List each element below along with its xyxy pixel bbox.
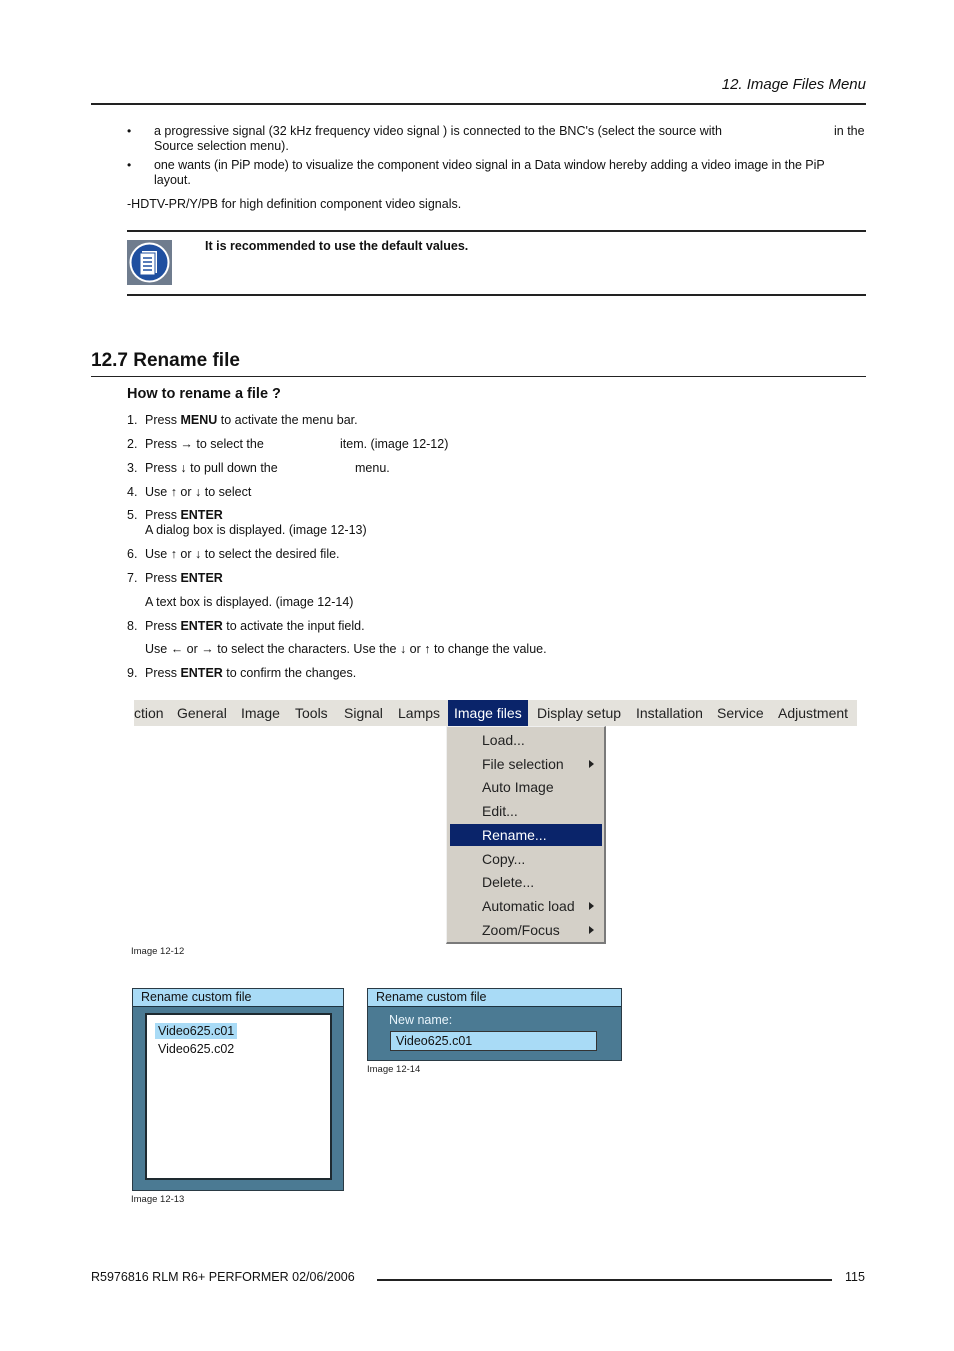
bullet-marker: • (127, 158, 132, 172)
dropdown-item-auto-image[interactable]: Auto Image (482, 779, 554, 795)
bullet-1-line-2: Source selection menu). (154, 139, 289, 153)
file-listbox[interactable] (145, 1013, 332, 1180)
dialog-title: Rename custom file (133, 989, 343, 1007)
note-top-rule (127, 230, 866, 232)
note-text: It is recommended to use the default values. (205, 239, 469, 253)
bullet-2-line-1: one wants (in PiP mode) to visualize the component video signal in a Data window hereby adding a video image in the PiP (154, 158, 825, 172)
submenu-arrow-icon (589, 760, 594, 768)
caption-image-12-14: Image 12-14 (367, 1064, 421, 1075)
step-number: 3. (127, 461, 138, 475)
menu-item-tools[interactable]: Tools (295, 705, 328, 721)
footer-doc-info: R5976816 RLM R6+ PERFORMER 02/06/2006 (91, 1270, 355, 1284)
chapter-title: 12. Image Files Menu (721, 76, 866, 93)
submenu-arrow-icon (589, 902, 594, 910)
step-9: Press ENTER to confirm the changes. (145, 666, 357, 680)
menu-item-action[interactable]: ction (134, 705, 164, 721)
rename-file-dialog (132, 988, 344, 1191)
new-name-label: New name: (389, 1013, 453, 1027)
header-rule (91, 103, 866, 105)
hdtv-line: -HDTV-PR/Y/PB for high definition component video signals. (127, 197, 462, 211)
bullet-1-line-1-end: in the (834, 124, 865, 138)
dropdown-item-edit[interactable]: Edit... (482, 803, 518, 819)
step-number: 7. (127, 571, 138, 585)
menu-item-adjustment[interactable]: Adjustment (778, 705, 849, 721)
footer-rule (377, 1279, 832, 1281)
step-4: Use ↑ or ↓ to select (145, 485, 252, 499)
menu-item-installation[interactable]: Installation (636, 705, 703, 721)
bullet-marker: • (127, 124, 132, 138)
submenu-arrow-icon (589, 926, 594, 934)
dropdown-item-load[interactable]: Load... (482, 732, 525, 748)
section-subtitle: How to rename a file ? (127, 386, 281, 402)
dropdown-item-zoom-focus[interactable]: Zoom/Focus (450, 919, 602, 941)
step-8: Press ENTER to activate the input field. (145, 619, 365, 633)
step-3-b: menu. (355, 461, 390, 475)
step-number: 1. (127, 413, 138, 427)
dropdown-item-copy[interactable]: Copy... (482, 851, 526, 867)
menu-item-service[interactable]: Service (717, 705, 764, 721)
dropdown-item-automatic-load[interactable]: Automatic load (450, 895, 602, 917)
step-number: 5. (127, 508, 138, 522)
caption-image-12-12: Image 12-12 (131, 946, 185, 957)
menu-item-image-files[interactable]: Image files (448, 700, 528, 726)
dialog-title: Rename custom file (368, 989, 621, 1007)
step-5-sub: A dialog box is displayed. (image 12-13) (145, 523, 367, 537)
caption-image-12-13: Image 12-13 (131, 1194, 185, 1205)
step-1: Press MENU to activate the menu bar. (145, 413, 358, 427)
new-name-input[interactable]: Video625.c01 (390, 1031, 597, 1051)
step-7-sub: A text box is displayed. (image 12-14) (145, 595, 354, 609)
section-title: 12.7 Rename file (91, 350, 240, 371)
menu-item-image[interactable]: Image (241, 705, 280, 721)
step-5: Press ENTER (145, 508, 223, 522)
step-3-a: Press ↓ to pull down the (145, 461, 278, 475)
step-number: 2. (127, 437, 138, 451)
dropdown-item-delete[interactable]: Delete... (482, 874, 535, 890)
image-files-dropdown (446, 726, 606, 944)
step-number: 9. (127, 666, 138, 680)
dropdown-item-file-selection[interactable]: File selection (450, 753, 602, 775)
step-number: 4. (127, 485, 138, 499)
step-number: 8. (127, 619, 138, 633)
step-8-sub: Use ← or → to select the characters. Use the ↓ or ↑ to change the value. (145, 642, 547, 656)
step-2-a: Press → to select the (145, 437, 264, 451)
step-number: 6. (127, 547, 138, 561)
dropdown-item-rename[interactable]: Rename... (450, 824, 602, 846)
file-list-item[interactable]: Video625.c01 (155, 1023, 237, 1039)
step-2-b: item. (image 12-12) (340, 437, 449, 451)
step-6: Use ↑ or ↓ to select the desired file. (145, 547, 340, 561)
bullet-2-line-2: layout. (154, 173, 191, 187)
menu-item-general[interactable]: General (177, 705, 227, 721)
rename-name-dialog (367, 988, 622, 1061)
step-7: Press ENTER (145, 571, 223, 585)
document-note-icon (127, 240, 172, 285)
bullet-1-line-1: a progressive signal (32 kHz frequency video signal ) is connected to the BNC's (select the source with (154, 124, 722, 138)
file-list-item[interactable]: Video625.c02 (158, 1042, 235, 1056)
menu-item-signal[interactable]: Signal (344, 705, 383, 721)
menu-item-lamps[interactable]: Lamps (398, 705, 441, 721)
section-rule (91, 376, 866, 377)
page-number: 115 (845, 1270, 865, 1284)
menu-bar (134, 700, 857, 726)
menu-item-display-setup[interactable]: Display setup (537, 705, 622, 721)
note-bottom-rule (127, 294, 866, 296)
